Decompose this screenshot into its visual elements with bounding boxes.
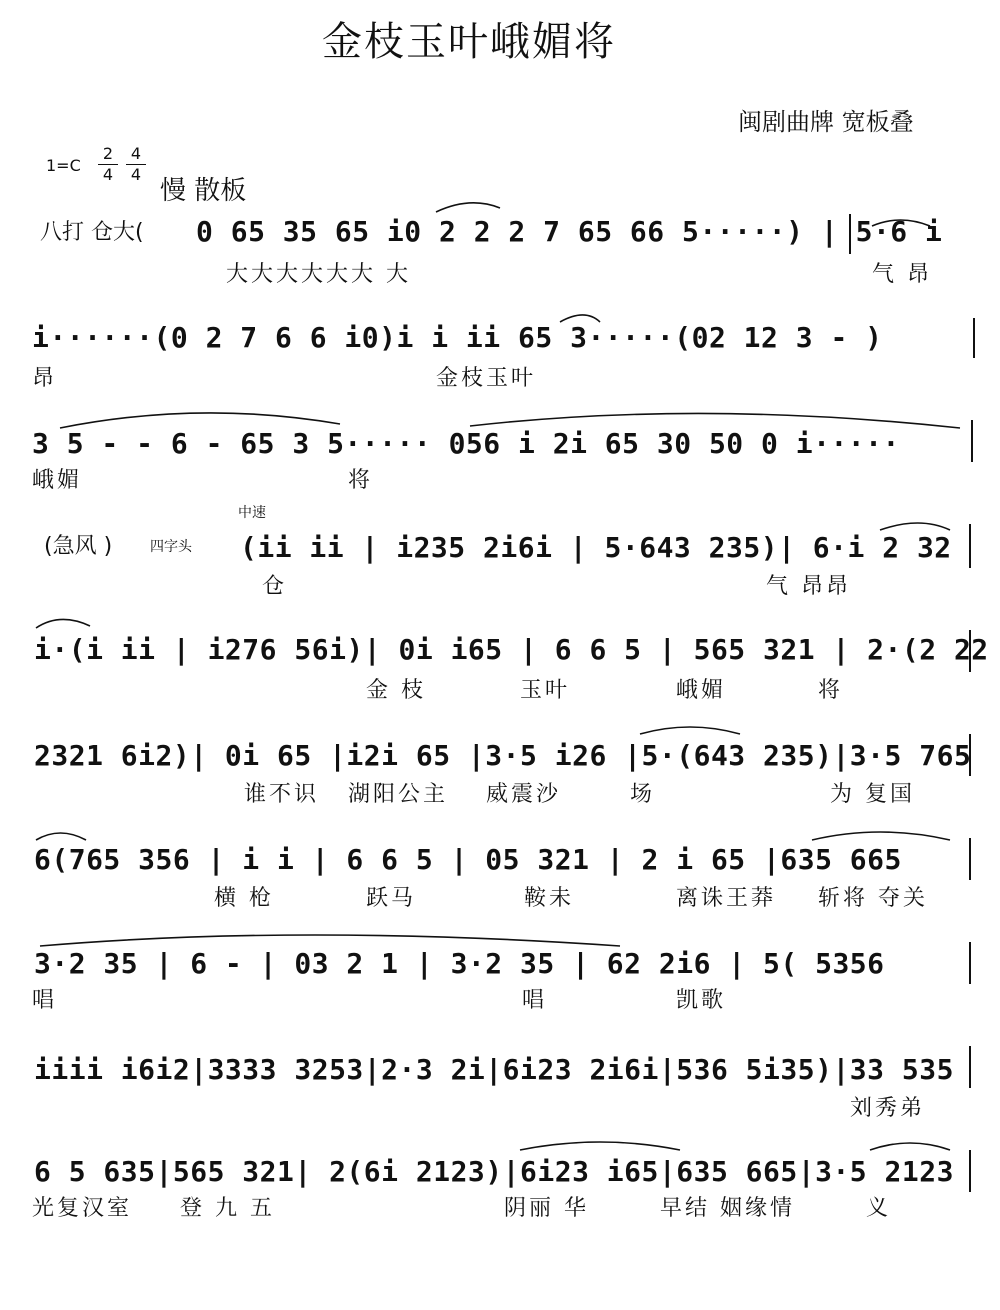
notation-line-4: (ii ii | i235 2i6i | 5·643 235)| 6·i 2 32 [240,531,952,564]
slur [40,935,620,946]
lyric: 湖阳公主 [348,782,449,807]
lyric: 峨媚 [32,468,83,493]
notation-line-5: i·(i ii | i276 56i)| 0i i65 | 6 6 5 | 565 321 | 2·(2 22 [34,633,989,666]
slur [436,203,500,212]
notation-line-8: 3·2 35 | 6 - | 03 2 1 | 3·2 35 | 62 2i6 | 5( 5356 [34,947,885,980]
slur [812,832,950,840]
lyric: 气 昂 [872,262,932,287]
notation-line-3: 3 5 - - 6 - 65 3 5····· 056 i 2i 65 30 50 0 i····· [32,427,900,460]
notation-line-6: 2321 6i2)| 0i 65 |i2i 65 |3·5 i26 |5·(643 235)|3·5 765 [34,739,972,772]
notation-line-7: 6(765 356 | i i | 6 6 5 | 05 321 | 2 i 65 |635 665 [34,843,902,876]
slur [520,1142,680,1150]
lyric: 横 枪 [214,886,274,911]
page-title: 金枝玉叶峨媚将 [322,19,616,65]
lyric: 唱 [32,988,58,1013]
lyric: 凯歌 [676,988,727,1013]
lyric: 仓 [262,574,288,599]
lyric: 场 [630,782,656,807]
jifeng-label: (急风 ) [44,534,113,559]
lyric: 金 枝 [366,678,426,703]
lyric: 威震沙 [486,782,562,807]
lyric: 鞍未 [524,886,575,911]
lyric: 昂 [32,366,58,391]
lyric: 为 复国 [830,782,915,807]
lyric: 峨媚 [676,678,727,703]
slur [640,727,740,734]
lyric: 金枝玉叶 [436,366,537,391]
slur [60,413,340,428]
lyric: 阴丽 华 [504,1196,589,1221]
slur [36,619,90,628]
lyric: 大大大大大大 大 [226,262,411,287]
notation-line-2: i······(0 2 7 6 6 i0)i i ii 65 3·····(02 12 3 - ) [32,321,883,354]
intro-label: 八打 仓大( [40,220,144,245]
notation-line-1: 0 65 35 65 i0 2 2 2 7 65 66 5·····) | 5·6 i [196,215,943,248]
tempo-marking-mid: 中速 [238,505,266,521]
slur [560,315,600,322]
meter-4-4: $\frac{4}{4}$ [126,146,146,183]
key-signature: 1=C [46,156,81,175]
lyric: 登 九 五 [180,1196,275,1221]
lyric: 光复汉室 [32,1196,133,1221]
meter-2-4: $\frac{2}{4}$ [98,146,118,183]
notation-line-9: iiii i6i2|3333 3253|2·3 2i|6i23 2i6i|536 5i35)|33 535 [34,1053,954,1086]
lyric: 跃马 [366,886,417,911]
notation-line-10: 6 5 635|565 321| 2(6i 2123)|6i23 i65|635 665|3·5 2123 [34,1155,954,1188]
lyric: 谁不识 [244,782,320,807]
lyric: 义 [866,1196,892,1221]
lyric: 早结 姻缘情 [660,1196,795,1221]
lyric: 玉叶 [520,678,571,703]
lyric: 将 [818,678,844,703]
slur [470,413,960,428]
lyric: 气 昂昂 [766,574,851,599]
source-label: 闽剧曲牌 宽板叠 [738,108,914,136]
lyric: 离诛王莽 [676,886,777,911]
slur [880,523,950,530]
lyric: 斩将 夺关 [818,886,928,911]
lyric: 唱 [522,988,548,1013]
slur [870,1143,950,1150]
lyric: 刘秀弟 [850,1096,926,1121]
slur [36,833,86,840]
slur [872,220,930,226]
lyric: 将 [348,468,374,493]
tempo-marking-slow: 慢 散板 [160,176,247,206]
sizitou-label: 四字头 [150,539,192,555]
